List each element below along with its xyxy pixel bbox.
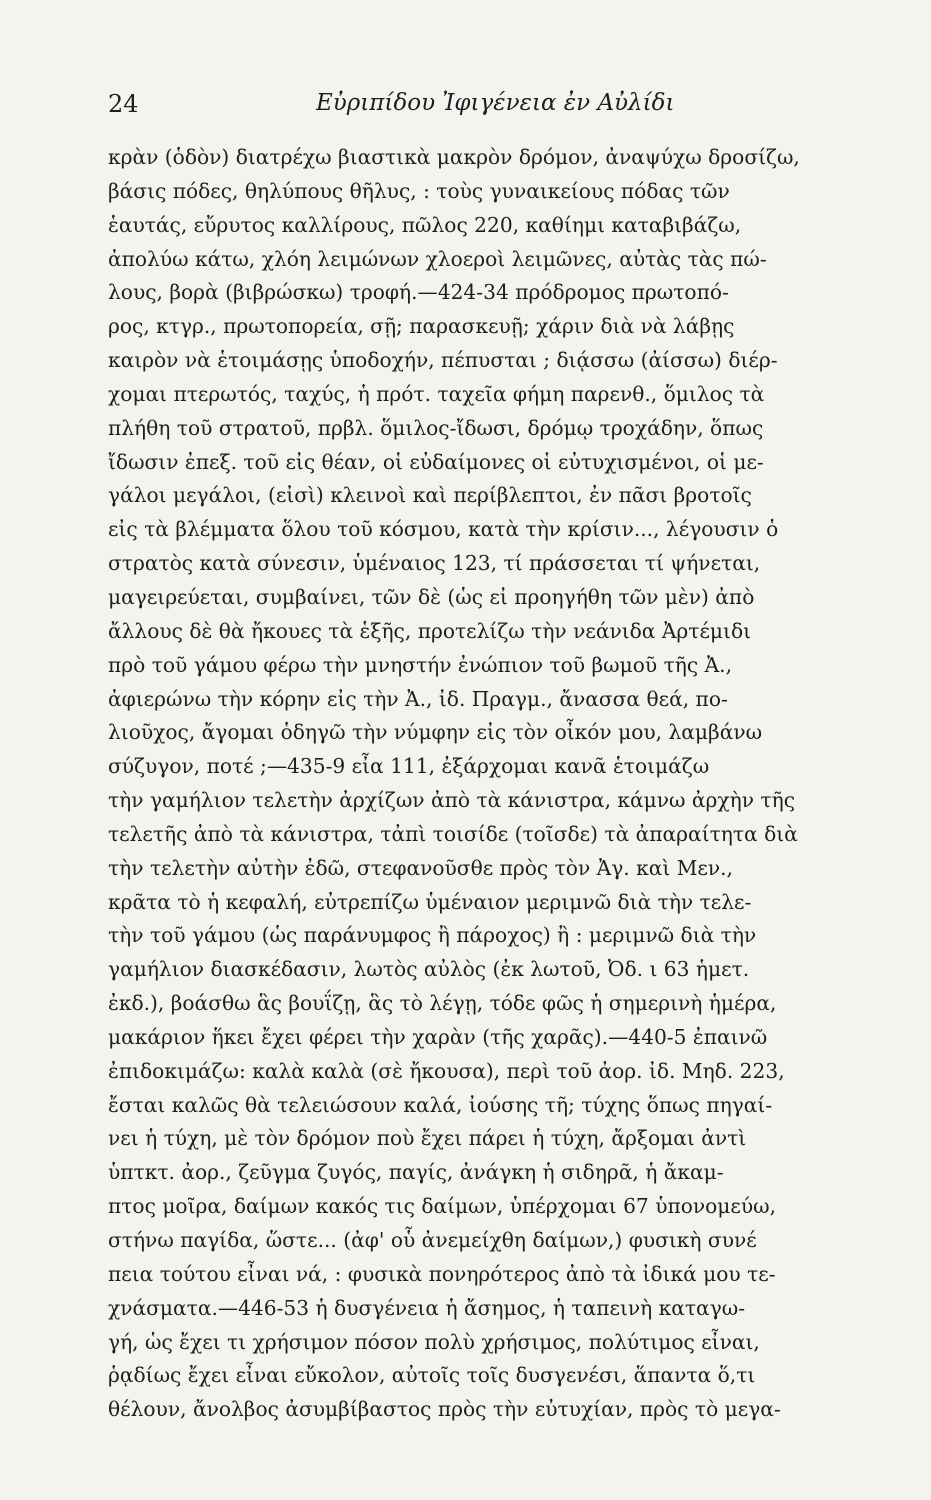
text-line: χομαι πτερωτός, ταχύς, ἡ πρότ. ταχεῖα φήμη παρενθ., ὅμιλος τὰ xyxy=(108,381,765,406)
text-line: ἔσται καλῶς θὰ τελειώσουν καλά, ἰούσης τῆ; τύχης ὅπως πηγαί- xyxy=(108,1092,773,1117)
text-line: λους, βορὰ (βιβρώσκω) τροφή.—424-34 πρόδρομος πρωτοπό- xyxy=(108,280,729,305)
text-line: ἄλλους δὲ θὰ ἤκουες τὰ ἑξῆς, προτελίζω τὴν νεάνιδα Ἀρτέμιδι xyxy=(108,618,752,643)
page-header xyxy=(108,90,868,126)
text-line: λιοῦχος, ἄγομαι ὁδηγῶ τὴν νύμφην εἰς τὸν οἶκόν μου, λαμβάνω xyxy=(108,720,763,745)
text-line: ἀφιερώνω τὴν κόρην εἰς τὴν Ἀ., ἰδ. Πραγμ., ἄνασσα θεά, πο- xyxy=(108,686,728,711)
text-line: πλήθη τοῦ στρατοῦ, πρβλ. ὅμιλος-ἴδωσι, δρόμῳ τροχάδην, ὅπως xyxy=(108,415,764,440)
text-line: πτος μοῖρα, δαίμων κακός τις δαίμων, ὑπέρχομαι 67 ὑπονομεύω, xyxy=(108,1194,777,1219)
text-line: χνάσματα.—446-53 ἡ δυσγένεια ἡ ἄσημος, ἡ ταπεινὴ καταγω- xyxy=(108,1295,746,1320)
text-line: γή, ὡς ἔχει τι χρήσιμον πόσον πολὺ χρήσιμος, πολύτιμος εἶναι, xyxy=(108,1329,760,1354)
text-line: σύζυγον, ποτέ ;—435-9 εἶα 111, ἐξάρχομαι κανᾶ ἑτοιμάζω xyxy=(108,754,710,779)
commentary-text xyxy=(108,141,860,1427)
text-line: ἀπολύω κάτω, χλόη λειμώνων χλοεροὶ λειμῶνες, αὐτὰς τὰς πώ- xyxy=(108,246,767,271)
text-line: στρατὸς κατὰ σύνεσιν, ὑμέναιος 123, τί πράσσεται τί ψήνεται, xyxy=(108,551,761,576)
page-number: 24 xyxy=(108,90,139,118)
text-line: γαμήλιον διασκέδασιν, λωτὸς αὐλὸς (ἐκ λωτοῦ, Ὀδ. ι 63 ἡμετ. xyxy=(108,957,750,982)
text-line: μακάριον ἥκει ἔχει φέρει τὴν χαρὰν (τῆς χαρᾶς).—440-5 ἐπαινῶ xyxy=(108,1024,768,1049)
text-line: πρὸ τοῦ γάμου φέρω τὴν μνηστήν ἐνώπιον τοῦ βωμοῦ τῆς Ἀ., xyxy=(108,652,732,677)
text-line: βάσις πόδες, θηλύπους θῆλυς, : τοὺς γυναικείους πόδας τῶν xyxy=(108,178,730,203)
text-line: τὴν γαμήλιον τελετὴν ἀρχίζων ἀπὸ τὰ κάνιστρα, κάμνω ἀρχὴν τῆς xyxy=(108,788,796,813)
text-line: κρᾶτα τὸ ἡ κεφαλή, εὐτρεπίζω ὑμέναιον μεριμνῶ διὰ τὴν τελε- xyxy=(108,889,752,914)
text-line: θέλουν, ἄνολβος ἀσυμβίβαστος πρὸς τὴν εὐτυχίαν, πρὸς τὸ μεγα- xyxy=(108,1397,781,1422)
text-line: στήνω παγίδα, ὥστε... (ἀφ' οὗ ἀνεμείχθη δαίμων,) φυσικὴ συνέ xyxy=(108,1228,757,1252)
text-line: καιρὸν νὰ ἑτοιμάσῃς ὑποδοχήν, πέπυσται ; διᾴσσω (ἀίσσω) διέρ- xyxy=(108,348,778,373)
text-line: τελετῆς ἀπὸ τὰ κάνιστρα, τἀπὶ τοισίδε (τοῖσδε) τὰ ἀπαραίτητα διὰ xyxy=(108,821,798,846)
text-line: τὴν τελετὴν αὐτὴν ἐδῶ, στεφανοῦσθε πρὸς τὸν Ἀγ. καὶ Μεν., xyxy=(108,855,733,880)
text-line: τὴν τοῦ γάμου (ὡς παράνυμφος ἢ πάροχος) ἢ : μεριμνῶ διὰ τὴν xyxy=(108,923,757,948)
text-line: κρὰν (ὁδὸν) διατρέχω βιαστικὰ μακρὸν δρόμον, ἀναψύχω δροσίζω, xyxy=(108,145,800,169)
text-line: ἴδωσιν ἐπεξ. τοῦ εἰς θέαν, οἱ εὐδαίμονες οἱ εὐτυχισμένοι, οἱ με- xyxy=(108,449,764,474)
text-line: νει ἡ τύχη, μὲ τὸν δρόμον ποὺ ἔχει πάρει ἡ τύχη, ἄρξομαι ἀντὶ xyxy=(108,1126,747,1151)
text-line: εἰς τὰ βλέμματα ὅλου τοῦ κόσμου, κατὰ τὴν κρίσιν..., λέγουσιν ὁ xyxy=(108,517,779,542)
text-line: γάλοι μεγάλοι, (εἰσὶ) κλεινοὶ καὶ περίβλεπτοι, ἐν πᾶσι βροτοῖς xyxy=(108,483,752,508)
text-line: ρος, κτγρ., πρωτοπορεία, σῇ; παρασκευῇ; χάριν διὰ νὰ λάβῃς xyxy=(108,314,735,339)
text-line: ὑπτκτ. ἀορ., ζεῦγμα ζυγός, παγίς, ἀνάγκη ἡ σιδηρᾶ, ἡ ἄκαμ- xyxy=(108,1160,724,1185)
text-line: ἐκδ.), βοάσθω ἃς βουΐζῃ, ἃς τὸ λέγῃ, τόδε φῶς ἡ σημερινὴ ἡμέρα, xyxy=(108,991,777,1016)
text-line: μαγειρεύεται, συμβαίνει, τῶν δὲ (ὡς εἰ προηγήθη τῶν μὲν) ἀπὸ xyxy=(108,584,755,609)
text-line: ἑαυτάς, εὔρυτος καλλίρους, πῶλος 220, καθίημι καταβιβάζω, xyxy=(108,212,742,237)
text-line: ῥᾳδίως ἔχει εἶναι εὔκολον, αὐτοῖς τοῖς δυσγενέσι, ἅπαντα ὅ,τι xyxy=(108,1363,756,1388)
text-line: ἐπιδοκιμάζω: καλὰ καλὰ (σὲ ἤκουσα), περὶ τοῦ ἀορ. ἰδ. Μηδ. 223, xyxy=(108,1058,785,1083)
running-title: Εὐριπίδου Ἰφιγένεια ἐν Αὐλίδι xyxy=(316,90,675,116)
text-line: πεια τούτου εἶναι νά, : φυσικὰ πονηρότερος ἀπὸ τὰ ἰδικά μου τε- xyxy=(108,1261,776,1286)
